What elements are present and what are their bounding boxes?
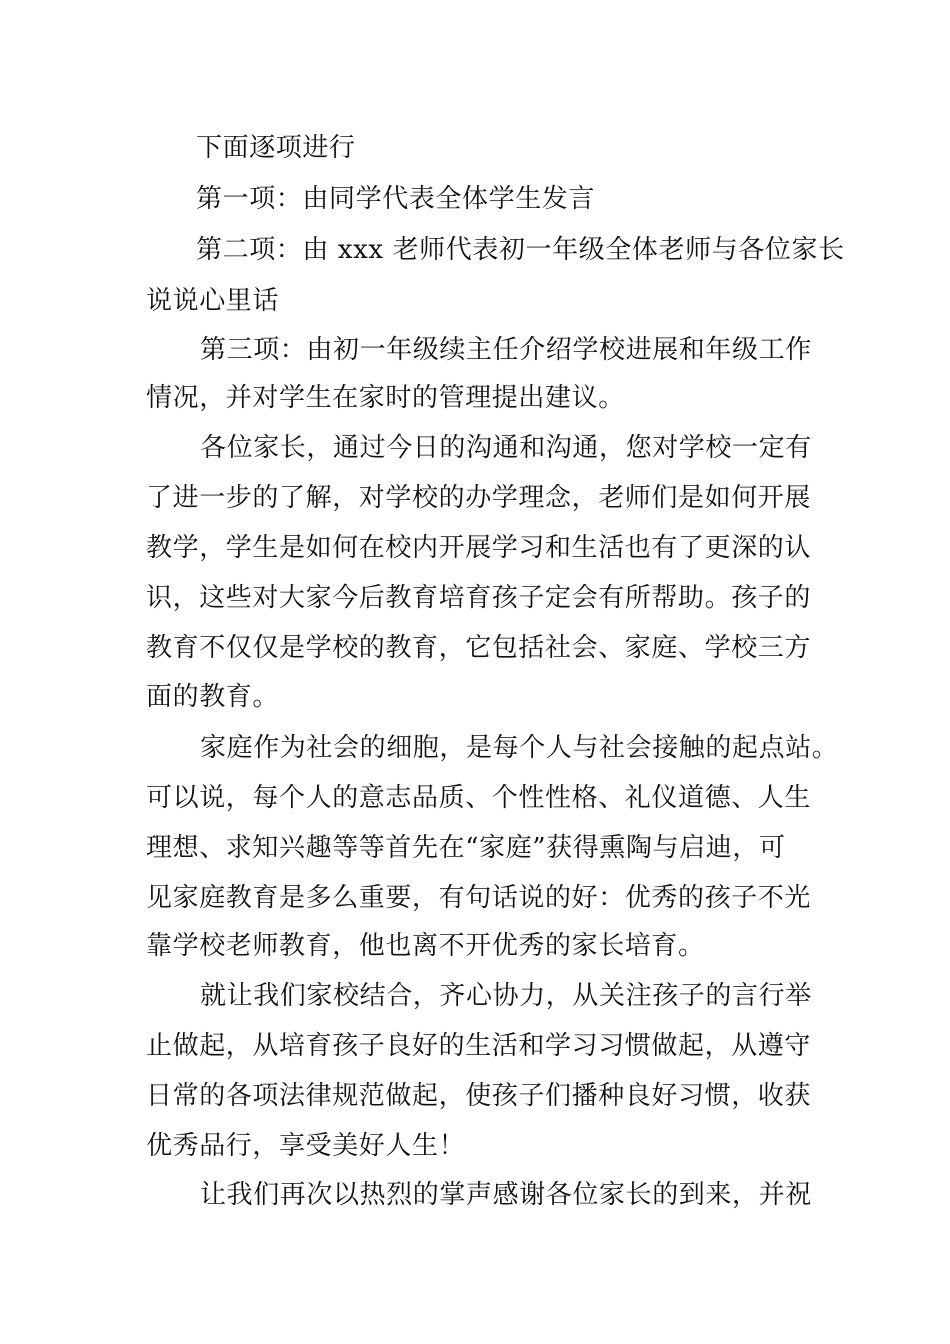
text-line: 情况，并对学生在家时的管理提出建议。: [146, 383, 625, 413]
text-line: 靠学校老师教育，他也离不开优秀的家长培育。: [146, 931, 705, 961]
text-line: 各位家长，通过今日的沟通和沟通，您对学校一定有: [200, 433, 812, 463]
text-line: 就让我们家校结合，齐心协力，从关注孩子的言行举: [200, 981, 812, 1011]
text-line: 面的教育。: [146, 682, 280, 712]
text-line: 让我们再次以热烈的掌声感谢各位家长的到来，并祝: [200, 1180, 812, 1210]
text-line: 理想、求知兴趣等等首先在“家庭”获得熏陶与启迪，可: [146, 833, 786, 863]
text-line: 家庭作为社会的细胞，是每个人与社会接触的起点站。: [200, 733, 839, 763]
text-line: 教育不仅仅是学校的教育，它包括社会、家庭、学校三方: [146, 633, 812, 663]
text-line: 可以说，每个人的意志品质、个性性格、礼仪道德、人生: [146, 783, 812, 813]
text-line: 第三项：由初一年级续主任介绍学校进展和年级工作: [200, 335, 812, 365]
text-line: 下面逐项进行: [196, 133, 356, 163]
text-line: 止做起，从培育孩子良好的生活和学习习惯做起，从遵守: [146, 1031, 812, 1061]
text-line: 日常的各项法律规范做起，使孩子们播种良好习惯，收获: [146, 1081, 812, 1111]
text-line: 了进一步的了解，对学校的办学理念，老师们是如何开展: [146, 483, 812, 513]
text-line: 说说心里话: [146, 286, 280, 316]
text-line: 第一项：由同学代表全体学生发言: [196, 184, 596, 214]
text-line: 见家庭教育是多么重要，有句话说的好：优秀的孩子不光: [146, 883, 812, 913]
text-line: 教学，学生是如何在校内开展学习和生活也有了更深的认: [146, 533, 812, 563]
text-line: 第二项：由 xxx 老师代表初一年级全体老师与各位家长: [196, 235, 845, 265]
text-line: 优秀品行，享受美好人生！: [146, 1131, 466, 1161]
text-line: 识，这些对大家今后教育培育孩子定会有所帮助。孩子的: [146, 583, 812, 613]
